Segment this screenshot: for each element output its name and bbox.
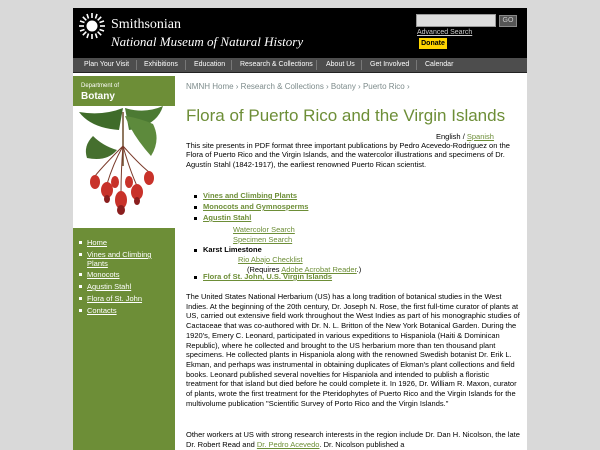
- sidebar-item-vines[interactable]: [87, 250, 167, 268]
- history-paragraph: The United States National Herbarium (US) has a long tradition of botanical studies in the West Indies. At the beginning of the 20th century, Dr. Joseph N. Rose, the first full-time curator of plants at US, carried out extensive field work throughout the West Indies as part of his monographic studies of Cactaceae that was co-authored with Dr. N. L. Britton of the New York Botanical Garden. During the 1920's, Emery C. Leonard, participated in various expeditions to Hispaniola (Haiti & Dominican Republic), where he collected and brought to the US herbarium more than ten thousand plant specimens. He collected plants in Hispaniola along with the renowned Swedish botanist Dr. Erik L. Ekman, and perhaps was instrumental in obtaining duplicates of Ekman's plant collections and field books. Leonard published several novelties for Hispaniola and intended to publish a floristic treatment for that island but died before he could complete it. In 1926, Dr. William R. Maxon, curator of plants, wrote the first treatment for the Pteridophytes of Puerto Rico and the Virgin Islands for the multivolume publication "Scientific Survey of Porto Rico and the Virgin Islands.": [186, 292, 520, 408]
- lang-spanish-link[interactable]: Spanish: [466, 132, 494, 141]
- plant-illustration-image: [73, 106, 175, 228]
- monocots-link[interactable]: Monocots and Gymnosperms: [203, 202, 309, 211]
- nav-education[interactable]: Education: [194, 61, 226, 68]
- nav-divider: [231, 60, 232, 70]
- main-nav: [73, 58, 527, 73]
- menu-bullet: [79, 273, 82, 276]
- nav-research-collections[interactable]: Research & Collections: [240, 61, 313, 68]
- sidebar-item-flora-st-john[interactable]: [87, 294, 142, 303]
- requires-prefix: (Requires: [247, 265, 282, 274]
- list-bullet: [194, 249, 197, 252]
- sidebar-item-monocots[interactable]: [87, 270, 120, 279]
- lang-english: English: [436, 132, 461, 141]
- nav-divider: [185, 60, 186, 70]
- list-bullet: [194, 206, 197, 209]
- sidebar-item-label: Home: [87, 238, 108, 247]
- logo-museum-name[interactable]: National Museum of Natural History: [111, 34, 304, 49]
- intro-text: This site presents in PDF format three important publications by Pedro Acevedo-Rodriguez on the Flora of Puerto Rico and the Virgin Islands, and the watercolor illustrations and specimens of Dr. Agustín Stahl (1842-1917), the earliest renowned Puerto Rican scientist.: [186, 141, 510, 169]
- agustin-stahl-link[interactable]: Agustin Stahl: [203, 213, 252, 222]
- nav-get-involved[interactable]: Get Involved: [370, 61, 410, 68]
- sidebar-item-label: Vines and Climbing Plants: [87, 250, 152, 268]
- list-bullet: [194, 217, 197, 220]
- sidebar-item-agustin-stahl[interactable]: [87, 282, 131, 291]
- workers-text-1: Other workers at US with strong research interests in the region include Dr. Dan H. Nicolson, the late Dr. Robert Read and: [186, 430, 520, 449]
- nav-divider: [136, 60, 137, 70]
- sidebar-item-contacts[interactable]: [87, 306, 117, 315]
- list-bullet: [194, 276, 197, 279]
- page-title: Flora of Puerto Rico and the Virgin Islands: [186, 106, 506, 125]
- pedro-acevedo-link[interactable]: Dr. Pedro Acevedo: [256, 439, 320, 449]
- department-name[interactable]: Botany: [81, 91, 115, 102]
- karst-limestone-label: Karst Limestone: [203, 245, 262, 254]
- advanced-search-link[interactable]: Advanced Search: [417, 29, 473, 36]
- requires-suffix: .): [356, 265, 362, 274]
- nav-exhibitions[interactable]: Exhibitions: [144, 61, 178, 68]
- site-header: [73, 8, 527, 58]
- sidebar-item-label: Flora of St. John: [87, 294, 143, 303]
- menu-bullet: [79, 285, 82, 288]
- go-button[interactable]: GO: [499, 15, 517, 27]
- department-label: Department of: [81, 83, 120, 89]
- logo-smithsonian[interactable]: Smithsonian: [111, 17, 182, 32]
- menu-bullet: [79, 297, 82, 300]
- nav-about-us[interactable]: About Us: [326, 61, 355, 68]
- workers-paragraph: [186, 430, 520, 449]
- watercolor-search-link[interactable]: Watercolor Search: [233, 225, 295, 234]
- nav-calendar[interactable]: Calendar: [425, 61, 454, 68]
- nav-divider: [416, 60, 417, 70]
- breadcrumb[interactable]: NMNH Home › Research & Collections › Botany › Puerto Rico ›: [186, 82, 410, 91]
- search-input[interactable]: [416, 14, 496, 27]
- donate-button[interactable]: Donate: [419, 38, 447, 49]
- sidebar-item-label: Agustin Stahl: [87, 282, 132, 291]
- page: [73, 8, 527, 450]
- menu-bullet: [79, 253, 82, 256]
- st-john-link[interactable]: Flora of St. John, U.S. Virgin Islands: [203, 272, 333, 281]
- language-switch: [436, 132, 494, 141]
- nav-divider: [316, 60, 317, 70]
- nav-plan-your-visit[interactable]: Plan Your Visit: [84, 61, 130, 68]
- nav-divider: [361, 60, 362, 70]
- rio-abajo-link[interactable]: Rio Abajo Checklist: [238, 255, 303, 264]
- menu-bullet: [79, 241, 82, 244]
- sidebar-item-label: Monocots: [87, 270, 120, 279]
- acrobat-reader-link[interactable]: Adobe Acrobat Reader: [281, 265, 357, 274]
- list-bullet: [194, 195, 197, 198]
- specimen-search-link[interactable]: Specimen Search: [233, 235, 293, 244]
- menu-bullet: [79, 309, 82, 312]
- sidebar-item-label: Contacts: [87, 306, 117, 315]
- vines-link[interactable]: Vines and Climbing Plants: [203, 191, 298, 200]
- workers-text-2: . Dr. Nicolson published a: [319, 439, 405, 449]
- smithsonian-sun-icon[interactable]: [79, 13, 105, 39]
- lang-separator: /: [460, 132, 467, 141]
- sidebar: [73, 76, 175, 450]
- sidebar-item-home[interactable]: [87, 238, 107, 247]
